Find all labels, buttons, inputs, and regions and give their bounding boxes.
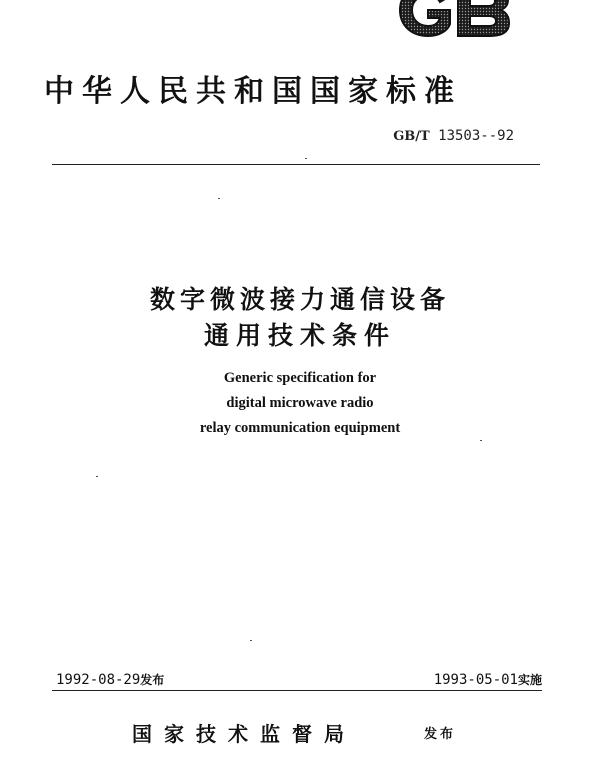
effective-label: 实施 bbox=[517, 673, 542, 687]
title-english-line2: digital microwave radio bbox=[226, 395, 374, 411]
issued-date-block bbox=[56, 671, 164, 688]
scan-speck bbox=[96, 476, 98, 477]
standard-prefix: GB/T bbox=[393, 129, 430, 144]
issued-date: 1992-08-29 bbox=[56, 672, 141, 688]
scan-speck bbox=[480, 440, 482, 441]
effective-date-block bbox=[434, 671, 542, 688]
standard-number bbox=[393, 128, 514, 144]
national-standard-title: 中华人民共和国国家标准 bbox=[44, 74, 462, 109]
scan-speck bbox=[250, 640, 252, 641]
title-english-line1: Generic specification for bbox=[223, 370, 377, 386]
bottom-divider bbox=[52, 690, 542, 691]
scan-speck bbox=[218, 198, 220, 199]
top-divider bbox=[52, 164, 540, 165]
issuer-name: 国家技术监督局 bbox=[132, 722, 356, 746]
title-english-line3: relay communication equipment bbox=[199, 420, 401, 436]
issued-label: 发布 bbox=[140, 673, 165, 687]
issuer-action: 发布 bbox=[424, 727, 457, 742]
effective-date: 1993-05-01 bbox=[433, 672, 518, 688]
title-chinese-line2: 通用技术条件 bbox=[203, 321, 396, 350]
scan-speck bbox=[305, 158, 307, 159]
standard-code: 13503--92 bbox=[438, 128, 514, 144]
title-chinese-line1: 数字微波接力通信设备 bbox=[149, 285, 450, 314]
gb-logo-icon bbox=[398, 0, 510, 38]
